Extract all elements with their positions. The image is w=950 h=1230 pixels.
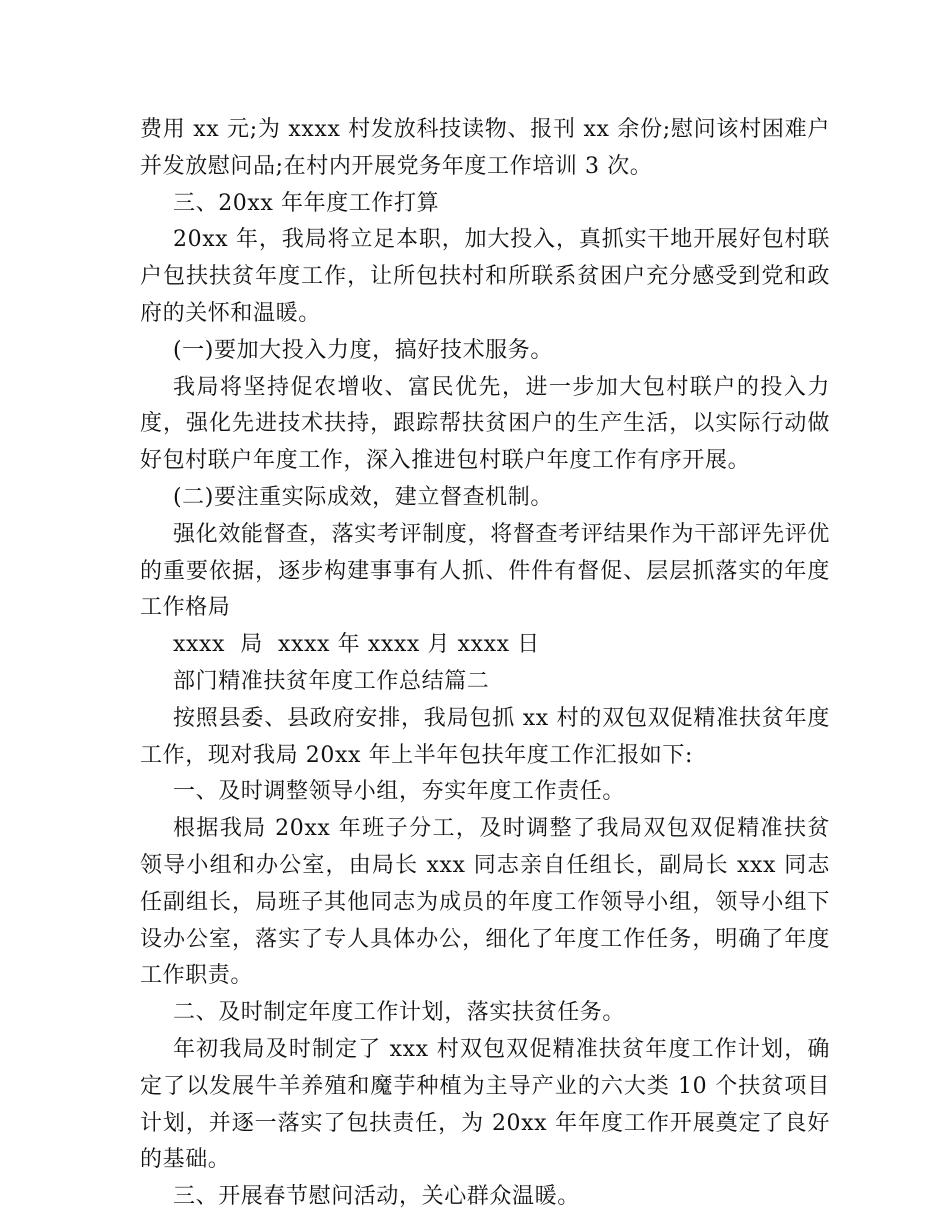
- paragraph: 20xx 年，我局将立足本职，加大投入，真抓实干地开展好包村联户包扶扶贫年度工作，让所包扶村和所联系贫困户充分感受到党和政府的关怀和温暖。: [140, 227, 830, 326]
- subsection-heading: (一)要加大投入力度，搞好技术服务。: [173, 337, 553, 363]
- document-body: [140, 112, 830, 1216]
- document-subtitle: 部门精准扶贫年度工作总结篇二: [173, 668, 490, 694]
- paragraph: 强化效能督查，落实考评制度，将督查考评结果作为干部评先评优的重要依据，逐步构建事事有人抓、件件有督促、层层抓落实的年度工作格局: [140, 521, 830, 621]
- paragraph: 按照县委、县政府安排，我局包抓 xx 村的双包双促精准扶贫年度工作，现对我局 20xx 年上半年包扶年度工作汇报如下:: [140, 705, 830, 768]
- subsection-heading: (二)要注重实际成效，建立督查机制。: [173, 484, 553, 510]
- section-heading: 二、及时制定年度工作计划，落实扶贫任务。: [173, 1000, 626, 1026]
- section-heading: 三、20xx 年年度工作打算: [173, 190, 440, 216]
- paragraph: 年初我局及时制定了 xxx 村双包双促精准扶贫年度工作计划，确定了以发展牛羊养殖和魔芋种植为主导产业的六大类 10 个扶贫项目计划，并逐一落实了包扶责任，为 20xx 年年度工作开展奠定了良好的基础。: [140, 1036, 830, 1173]
- section-heading: 三、开展春节慰问活动，关心群众温暖。: [173, 1184, 580, 1210]
- paragraph: 费用 xx 元;为 xxxx 村发放科技读物、报刊 xx 余份;慰问该村困难户并发放慰问品;在村内开展党务年度工作培训 3 次。: [140, 117, 830, 179]
- signature-date-line: xxxx 局 xxxx 年 xxxx 月 xxxx 日: [173, 632, 540, 658]
- paragraph: 根据我局 20xx 年班子分工，及时调整了我局双包双促精准扶贫领导小组和办公室，由局长 xxx 同志亲自任组长，副局长 xxx 同志任副组长，局班子其他同志为成员的年度工作领导小组，领导小组下设办公室，落实了专人具体办公，细化了年度工作任务，明确了年度工作职责。: [140, 816, 830, 989]
- section-heading: 一、及时调整领导小组，夯实年度工作责任。: [173, 779, 626, 805]
- paragraph: 我局将坚持促农增收、富民优先，进一步加大包村联户的投入力度，强化先进技术扶持，跟踪帮扶贫困户的生产生活，以实际行动做好包村联户年度工作，深入推进包村联户年度工作有序开展。: [140, 374, 830, 474]
